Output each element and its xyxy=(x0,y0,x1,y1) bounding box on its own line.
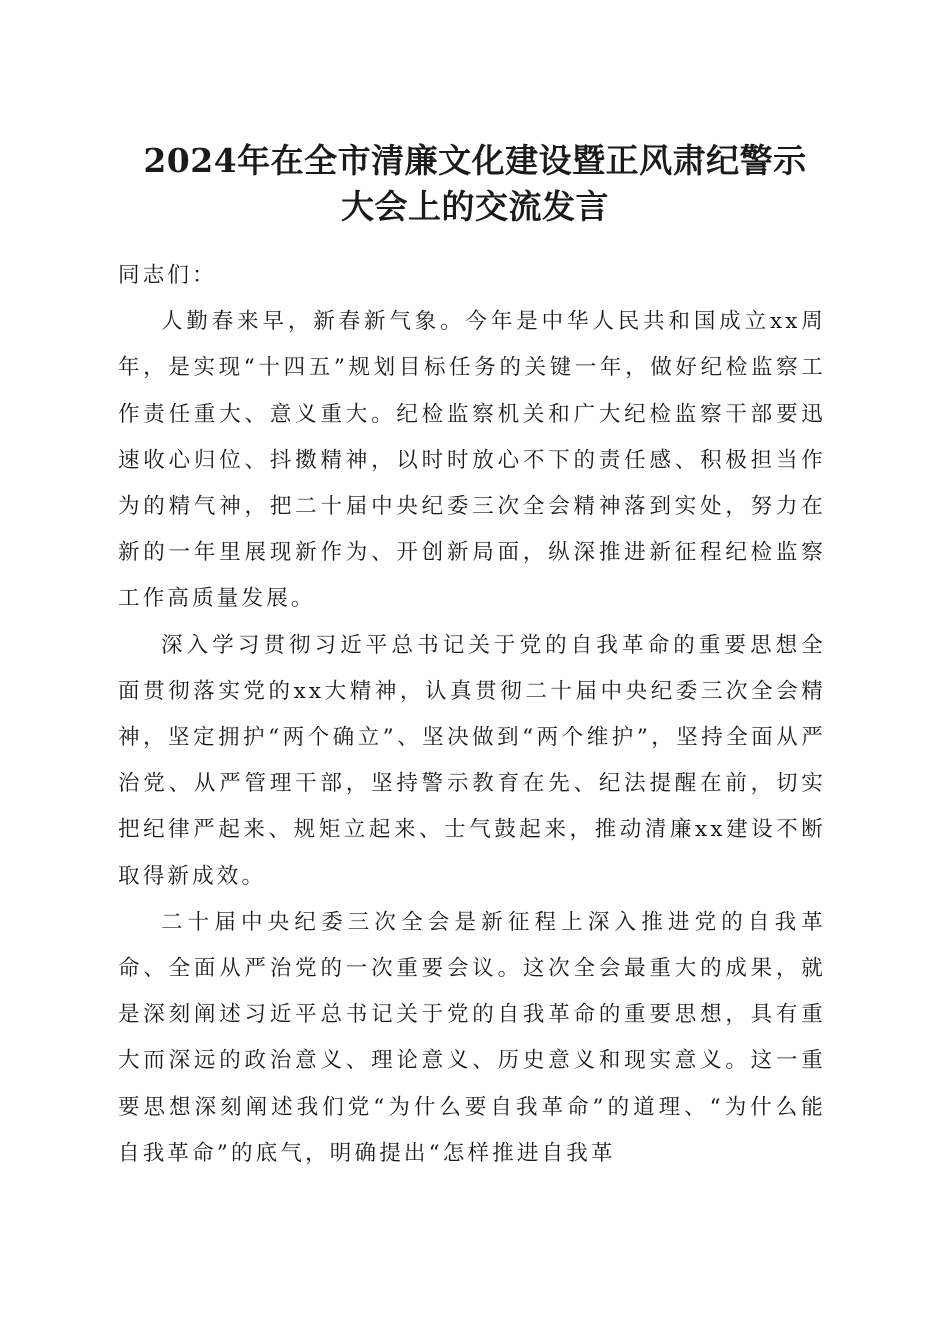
paragraph-1: 人勤春来早，新春新气象。今年是中华人民共和国成立xx周年，是实现“十四五”规划目标任务的关键一年，做好纪检监察工作责任重大、意义重大。纪检监察机关和广大纪检监察干部要迅速收心归位、抖擞精神，以时时放心不下的责任感、积极担当作为的精气神，把二十届中央纪委三次全会精神落到实处，努力在新的一年里展现新作为、开创新局面，纵深推进新征程纪检监察工作高质量发展。 xyxy=(118,309,826,612)
document-title xyxy=(100,138,850,230)
paragraph-3: 二十届中央纪委三次全会是新征程上深入推进党的自我革命、全面从严治党的一次重要会议。这次全会最重大的成果，就是深刻阐述习近平总书记关于党的自我革命的重要思想，具有重大而深远的政治意义、理论意义、历史意义和现实意义。这一重要思想深刻阐述我们党“为什么要自我革命”的道理、“为什么能自我革命”的底气，明确提出“怎样推进自我革 xyxy=(118,909,826,1166)
document-body xyxy=(118,253,826,1177)
title-line-2: 大会上的交流发言 xyxy=(341,187,609,226)
title-line-1: 2024年在全市清廉文化建设暨正风肃纪警示 xyxy=(143,141,807,180)
paragraph-2: 深入学习贯彻习近平总书记关于党的自我革命的重要思想全面贯彻落实党的xx大精神，认真贯彻二十届中央纪委三次全会精神，坚定拥护“两个确立”、坚决做到“两个维护”，坚持全面从严治党、从严管理干部，坚持警示教育在先、纪法提醒在前，切实把纪律严起来、规矩立起来、士气鼓起来，推动清廉xx建设不断取得新成效。 xyxy=(118,632,826,889)
salutation: 同志们： xyxy=(118,263,217,288)
